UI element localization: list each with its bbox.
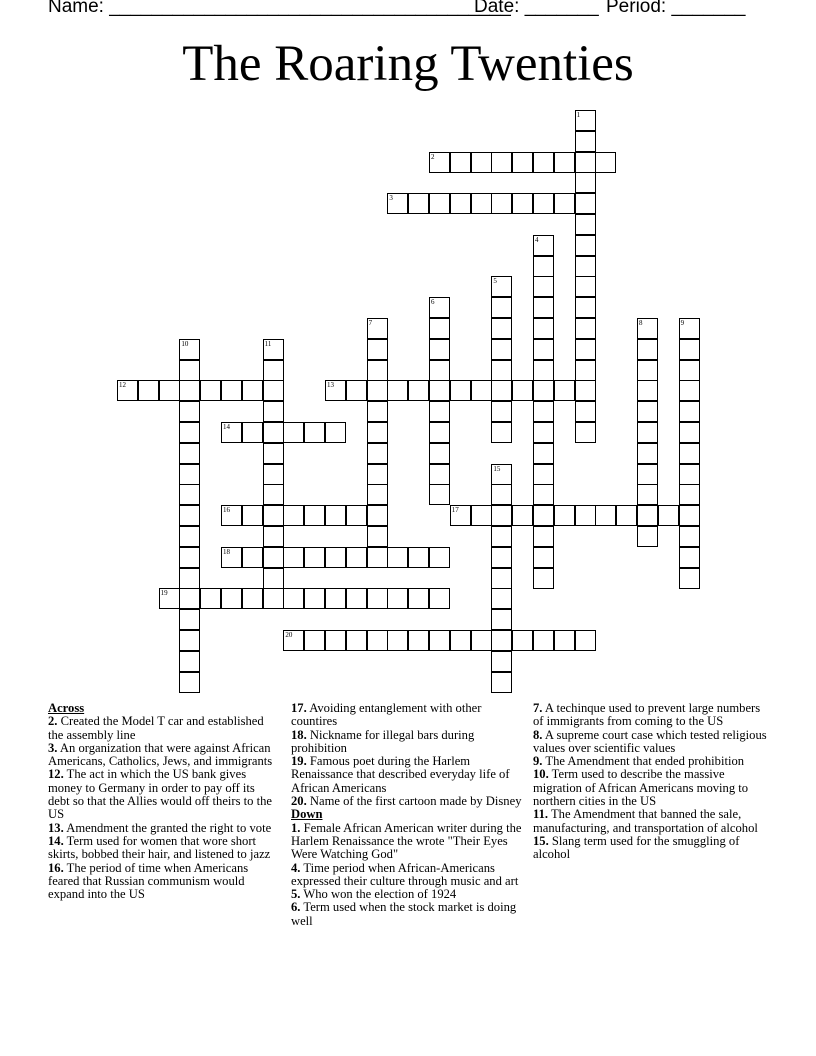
crossword-cell[interactable]: [533, 630, 554, 651]
crossword-cell[interactable]: [575, 339, 596, 360]
crossword-cell[interactable]: [491, 609, 512, 630]
crossword-cell[interactable]: [533, 547, 554, 568]
crossword-cell[interactable]: [242, 422, 263, 443]
crossword-cell[interactable]: [512, 505, 533, 526]
crossword-cell-9[interactable]: [679, 318, 700, 339]
crossword-cell[interactable]: [429, 547, 450, 568]
crossword-cell[interactable]: [325, 422, 346, 443]
crossword-cell[interactable]: [575, 152, 596, 173]
page-title: The Roaring Twenties: [182, 36, 634, 92]
crossword-cell[interactable]: [429, 360, 450, 381]
crossword-cell[interactable]: [263, 526, 284, 547]
clue-across-19: 19. Famous poet during the Harlem Renaissance that described everyday life of African Americans: [291, 754, 510, 795]
crossword-cell[interactable]: [575, 276, 596, 297]
crossword-cell[interactable]: [283, 547, 304, 568]
crossword-cell[interactable]: [159, 380, 180, 401]
clue-across-12: 12. The act in which the US bank gives money to Germany in order to pay off its debt so that the Allies would off theirs to the US: [48, 767, 272, 822]
crossword-cell[interactable]: [512, 630, 533, 651]
crossword-cell[interactable]: [429, 318, 450, 339]
clue-number-label: 11: [264, 339, 272, 348]
clue-across-2: 2. Created the Model T car and established the assembly line: [48, 714, 264, 742]
crossword-cell[interactable]: [429, 443, 450, 464]
crossword-cell[interactable]: [450, 193, 471, 214]
crossword-cell-6[interactable]: [429, 297, 450, 318]
crossword-cell[interactable]: [346, 588, 367, 609]
crossword-cell[interactable]: [263, 422, 284, 443]
crossword-cell[interactable]: [512, 380, 533, 401]
crossword-cell[interactable]: [533, 256, 554, 277]
crossword-cell[interactable]: [263, 360, 284, 381]
clues-column-3: [533, 702, 769, 862]
crossword-cell[interactable]: [471, 152, 492, 173]
crossword-cell[interactable]: [554, 152, 575, 173]
crossword-cell[interactable]: [491, 380, 512, 401]
crossword-cell[interactable]: [491, 297, 512, 318]
crossword-cell[interactable]: [533, 360, 554, 381]
clue-down-11: 11. The Amendment that banned the sale, manufacturing, and transportation of alcohol: [533, 807, 758, 835]
crossword-cell[interactable]: [658, 505, 679, 526]
crossword-cell[interactable]: [367, 526, 388, 547]
crossword-cell[interactable]: [325, 547, 346, 568]
crossword-cell[interactable]: [346, 505, 367, 526]
clue-number-label: 17: [451, 506, 459, 515]
crossword-cell-11[interactable]: [263, 339, 284, 360]
crossword-cell[interactable]: [637, 401, 658, 422]
period-field-label: Period: _______: [606, 0, 746, 17]
crossword-cell[interactable]: [242, 588, 263, 609]
crossword-cell[interactable]: [242, 547, 263, 568]
crossword-cell[interactable]: [491, 484, 512, 505]
crossword-cell[interactable]: [450, 152, 471, 173]
crossword-cell[interactable]: [325, 630, 346, 651]
clue-down-6: 6. Term used when the stock market is doing well: [291, 900, 517, 928]
clue-down-8: 8. A supreme court case which tested religious values over scientific values: [533, 727, 767, 755]
crossword-cell-14[interactable]: [221, 422, 242, 443]
date-field-label: Date: _______: [474, 0, 599, 17]
crossword-cell[interactable]: [138, 380, 159, 401]
crossword-cell[interactable]: [575, 297, 596, 318]
crossword-cell[interactable]: [554, 193, 575, 214]
crossword-cell[interactable]: [263, 547, 284, 568]
crossword-cell[interactable]: [595, 152, 616, 173]
clue-across-18: 18. Nickname for illegal bars during prohibition: [291, 727, 475, 755]
crossword-cell[interactable]: [637, 464, 658, 485]
clue-number-label: 5: [493, 277, 497, 286]
crossword-cell[interactable]: [387, 588, 408, 609]
crossword-cell[interactable]: [325, 505, 346, 526]
crossword-cell[interactable]: [179, 609, 200, 630]
crossword-cell[interactable]: [491, 505, 512, 526]
crossword-cell[interactable]: [367, 630, 388, 651]
crossword-cell[interactable]: [450, 380, 471, 401]
crossword-cell[interactable]: [263, 464, 284, 485]
crossword-cell[interactable]: [346, 380, 367, 401]
crossword-cell[interactable]: [179, 401, 200, 422]
crossword-cell[interactable]: [367, 484, 388, 505]
crossword-cell-17[interactable]: [450, 505, 471, 526]
crossword-cell[interactable]: [179, 443, 200, 464]
crossword-cell[interactable]: [533, 152, 554, 173]
clue-across-14: 14. Term used for women that wore short skirts, bobbed their hair, and listened to jazz: [48, 833, 271, 862]
crossword-cell[interactable]: [679, 360, 700, 381]
crossword-cell[interactable]: [304, 630, 325, 651]
crossword-cell[interactable]: [491, 318, 512, 339]
crossword-cell[interactable]: [533, 505, 554, 526]
crossword-cell-20[interactable]: [283, 630, 304, 651]
clue-down-10: 10. Term used to describe the massive migration of African Americans moving to northern cities in the US: [533, 767, 749, 809]
crossword-cell[interactable]: [637, 505, 658, 526]
crossword-cell[interactable]: [283, 505, 304, 526]
crossword-cell-1[interactable]: [575, 110, 596, 131]
crossword-cell-2[interactable]: [429, 152, 450, 173]
crossword-cell[interactable]: [491, 672, 512, 693]
crossword-cell[interactable]: [387, 380, 408, 401]
crossword-cell[interactable]: [471, 630, 492, 651]
crossword-cell[interactable]: [491, 152, 512, 173]
crossword-cell-15[interactable]: [491, 464, 512, 485]
crossword-cell[interactable]: [533, 526, 554, 547]
crossword-cell[interactable]: [512, 152, 533, 173]
crossword-cell[interactable]: [637, 380, 658, 401]
crossword-cell[interactable]: [304, 588, 325, 609]
crossword-cell[interactable]: [429, 630, 450, 651]
crossword-cell[interactable]: [491, 401, 512, 422]
clue-down-15: 15. Slang term used for the smuggling of alcohol: [533, 833, 740, 862]
crossword-cell[interactable]: [637, 443, 658, 464]
crossword-cell[interactable]: [221, 380, 242, 401]
crossword-cell[interactable]: [367, 505, 388, 526]
crossword-cell-16[interactable]: [221, 505, 242, 526]
crossword-cell[interactable]: [575, 214, 596, 235]
crossword-cell[interactable]: [221, 588, 242, 609]
clue-across-17: 17. Avoiding entanglement with other countires: [291, 701, 482, 729]
clue-number-label: 15: [493, 464, 501, 473]
crossword-cell[interactable]: [387, 547, 408, 568]
crossword-cell-13[interactable]: [325, 380, 346, 401]
crossword-cell[interactable]: [679, 547, 700, 568]
crossword-cell[interactable]: [491, 339, 512, 360]
crossword-cell[interactable]: [179, 464, 200, 485]
crossword-cell[interactable]: [491, 193, 512, 214]
crossword-cell[interactable]: [533, 380, 554, 401]
clue-number-label: 8: [639, 319, 643, 327]
crossword-cell[interactable]: [679, 568, 700, 589]
crossword-cell[interactable]: [679, 505, 700, 526]
crossword-cell-8[interactable]: [637, 318, 658, 339]
crossword-cell[interactable]: [575, 380, 596, 401]
crossword-cell[interactable]: [429, 401, 450, 422]
crossword-cell[interactable]: [408, 547, 429, 568]
crossword-cell[interactable]: [471, 505, 492, 526]
crossword-cell[interactable]: [637, 339, 658, 360]
crossword-cell[interactable]: [367, 464, 388, 485]
crossword-cell[interactable]: [512, 193, 533, 214]
crossword-cell-4[interactable]: [533, 235, 554, 256]
crossword-cell[interactable]: [367, 422, 388, 443]
clue-number-label: 2: [431, 152, 435, 161]
clue-number-label: 9: [680, 319, 685, 327]
crossword-cell[interactable]: [367, 443, 388, 464]
crossword-cell[interactable]: [387, 630, 408, 651]
clue-number-label: 13: [327, 381, 334, 390]
crossword-cell[interactable]: [471, 193, 492, 214]
crossword-cell[interactable]: [408, 193, 429, 214]
crossword-cell[interactable]: [533, 276, 554, 297]
crossword-cell[interactable]: [491, 547, 512, 568]
crossword-cell[interactable]: [679, 443, 700, 464]
crossword-cell[interactable]: [304, 422, 325, 443]
crossword-cell-12[interactable]: [117, 380, 138, 401]
crossword-cell-5[interactable]: [491, 276, 512, 297]
crossword-cell[interactable]: [533, 401, 554, 422]
crossword-cell-18[interactable]: [221, 547, 242, 568]
crossword-cell-19[interactable]: [159, 588, 180, 609]
crossword-cell[interactable]: [575, 172, 596, 193]
clue-number-label: 19: [160, 589, 168, 598]
crossword-cell[interactable]: [367, 360, 388, 381]
clue-down-4: 4. Time period when African-Americans expressed their culture through music and art: [291, 860, 519, 888]
crossword-cell[interactable]: [491, 651, 512, 672]
crossword-cell[interactable]: [554, 380, 575, 401]
crossword-cell[interactable]: [242, 505, 263, 526]
crossword-cell[interactable]: [429, 464, 450, 485]
crossword-cell[interactable]: [283, 588, 304, 609]
clue-number-label: 6: [431, 298, 435, 307]
crossword-cell[interactable]: [200, 380, 221, 401]
clue-number-label: 1: [576, 111, 581, 119]
crossword-cell[interactable]: [491, 588, 512, 609]
crossword-cell[interactable]: [533, 464, 554, 485]
crossword-cell[interactable]: [367, 401, 388, 422]
crossword-cell[interactable]: [575, 401, 596, 422]
crossword-cell[interactable]: [263, 484, 284, 505]
clues-column-2: [291, 702, 527, 928]
name-field-label: Name: ______________________________________: [48, 0, 511, 17]
clue-number-label: 20: [285, 631, 293, 639]
crossword-cell-3[interactable]: [387, 193, 408, 214]
clue-number-label: 18: [223, 547, 230, 556]
crossword-cell[interactable]: [554, 630, 575, 651]
crossword-cell[interactable]: [533, 443, 554, 464]
crossword-cell[interactable]: [575, 422, 596, 443]
across-heading: Across: [48, 701, 85, 715]
crossword-cell[interactable]: [533, 193, 554, 214]
crossword-cell[interactable]: [679, 422, 700, 443]
crossword-cell[interactable]: [533, 568, 554, 589]
crossword-cell[interactable]: [179, 422, 200, 443]
clue-number-label: 3: [389, 194, 393, 203]
crossword-cell[interactable]: [637, 526, 658, 547]
crossword-cell-7[interactable]: [367, 318, 388, 339]
crossword-cell[interactable]: [533, 339, 554, 360]
crossword-cell[interactable]: [533, 422, 554, 443]
crossword-cell[interactable]: [575, 360, 596, 381]
crossword-cell[interactable]: [179, 651, 200, 672]
crossword-cell[interactable]: [575, 235, 596, 256]
crossword-cell[interactable]: [429, 422, 450, 443]
crossword-cell[interactable]: [263, 505, 284, 526]
crossword-cell[interactable]: [491, 630, 512, 651]
crossword-cell[interactable]: [491, 422, 512, 443]
crossword-cell[interactable]: [491, 568, 512, 589]
clue-down-7: 7. A techinque used to prevent large numbers of immigrants from coming to the US: [533, 701, 761, 729]
down-heading: Down: [291, 807, 323, 822]
crossword-cell[interactable]: [575, 256, 596, 277]
crossword-cell[interactable]: [491, 526, 512, 547]
crossword-cell[interactable]: [679, 526, 700, 547]
crossword-cell[interactable]: [263, 588, 284, 609]
crossword-cell[interactable]: [637, 422, 658, 443]
crossword-cell[interactable]: [408, 380, 429, 401]
crossword-cell[interactable]: [242, 380, 263, 401]
crossword-cell[interactable]: [429, 588, 450, 609]
crossword-cell[interactable]: [179, 630, 200, 651]
crossword-cell[interactable]: [304, 505, 325, 526]
crossword-cell[interactable]: [450, 630, 471, 651]
crossword-cell[interactable]: [179, 360, 200, 381]
clue-across-16: 16. The period of time when Americans feared that Russian communism would expand into the US: [48, 860, 249, 902]
crossword-cell[interactable]: [429, 193, 450, 214]
clue-down-9: 9. The Amendment that ended prohibition: [533, 754, 745, 769]
crossword-cell[interactable]: [429, 339, 450, 360]
crossword-cell[interactable]: [679, 484, 700, 505]
crossword-cell[interactable]: [429, 380, 450, 401]
crossword-cell[interactable]: [533, 297, 554, 318]
crossword-cell[interactable]: [304, 547, 325, 568]
crossword-cell[interactable]: [263, 380, 284, 401]
crossword-cell[interactable]: [429, 484, 450, 505]
crossword-cell[interactable]: [575, 630, 596, 651]
crossword-cell[interactable]: [179, 568, 200, 589]
crossword-cell[interactable]: [367, 380, 388, 401]
crossword-cell[interactable]: [679, 380, 700, 401]
crossword-cell[interactable]: [408, 630, 429, 651]
crossword-cell[interactable]: [367, 547, 388, 568]
crossword-cell[interactable]: [179, 484, 200, 505]
crossword-cell[interactable]: [575, 318, 596, 339]
clue-across-3: 3. An organization that were against African Americans, Catholics, Jews, and immigrants: [48, 740, 273, 769]
crossword-cell[interactable]: [263, 443, 284, 464]
crossword-cell[interactable]: [575, 193, 596, 214]
clue-number-label: 7: [368, 319, 373, 327]
crossword-cell[interactable]: [575, 505, 596, 526]
crossword-cell[interactable]: [367, 339, 388, 360]
crossword-cell[interactable]: [533, 318, 554, 339]
crossword-cell[interactable]: [595, 505, 616, 526]
clue-number-label: 4: [535, 235, 539, 244]
crossword-cell[interactable]: [263, 401, 284, 422]
clue-down-5: 5. Who won the election of 1924: [291, 887, 457, 902]
clue-number-label: 12: [119, 381, 126, 390]
crossword-cell[interactable]: [200, 588, 221, 609]
clue-number-label: 16: [223, 506, 230, 515]
crossword-cell[interactable]: [533, 484, 554, 505]
crossword-cell[interactable]: [263, 568, 284, 589]
crossword-cell[interactable]: [179, 526, 200, 547]
crossword-cell[interactable]: [179, 588, 200, 609]
crossword-cell[interactable]: [679, 339, 700, 360]
clues-column-1: [48, 702, 276, 901]
crossword-cell[interactable]: [283, 422, 304, 443]
crossword-cell[interactable]: [637, 484, 658, 505]
crossword-cell[interactable]: [679, 401, 700, 422]
crossword-cell[interactable]: [471, 380, 492, 401]
crossword-cell[interactable]: [346, 547, 367, 568]
crossword-cell[interactable]: [179, 380, 200, 401]
crossword-cell-10[interactable]: [179, 339, 200, 360]
crossword-cell[interactable]: [179, 547, 200, 568]
crossword-cell[interactable]: [616, 505, 637, 526]
clue-across-20: 20. Name of the first cartoon made by Disney: [291, 794, 522, 809]
crossword-cell[interactable]: [325, 588, 346, 609]
crossword-cell[interactable]: [408, 588, 429, 609]
crossword-cell[interactable]: [346, 630, 367, 651]
crossword-cell[interactable]: [554, 505, 575, 526]
crossword-cell[interactable]: [491, 360, 512, 381]
crossword-cell[interactable]: [367, 588, 388, 609]
clue-number-label: 14: [223, 423, 230, 431]
crossword-cell[interactable]: [179, 672, 200, 693]
clue-across-13: 13. Amendment the granted the right to vote: [48, 820, 272, 835]
crossword-cell[interactable]: [679, 464, 700, 485]
crossword-cell[interactable]: [179, 505, 200, 526]
clue-number-label: 10: [181, 339, 189, 348]
crossword-cell[interactable]: [637, 360, 658, 381]
clue-down-1: 1. Female African American writer during the Harlem Renaissance the wrote "Their Eyes Were Watching God": [291, 820, 522, 862]
crossword-cell[interactable]: [575, 131, 596, 152]
